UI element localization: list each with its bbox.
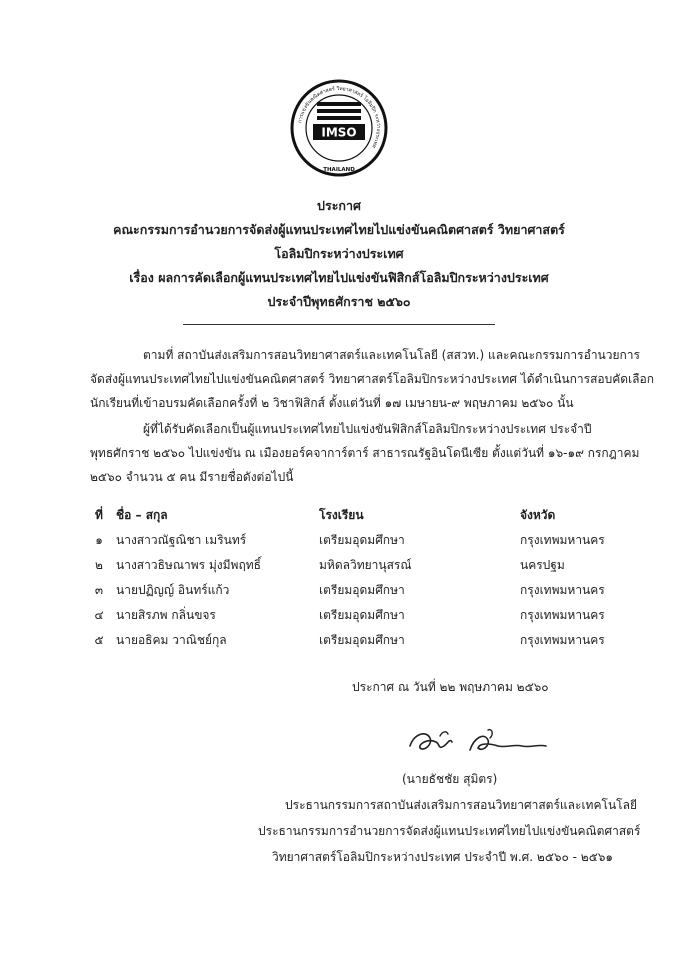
- row-name: นางสาวณัฐณิชา เมรินทร์: [116, 533, 247, 547]
- row-school: เตรียมอุดมศึกษา: [319, 583, 405, 597]
- header-title: ประกาศ: [317, 198, 361, 213]
- imso-logo: [289, 78, 389, 178]
- paragraph-1-line-1: ตามที่ สถาบันส่งเสริมการสอนวิทยาศาสตร์และเทคโนโลยี (สสวท.) และคณะกรรมการอำนวยการ: [143, 348, 640, 362]
- signature: [400, 716, 560, 766]
- paragraph-1-line-3: นักเรียนที่เข้าอบรมคัดเลือกครั้งที่ ๒ วิชาฟิสิกส์ ตั้งแต่วันที่ ๑๗ เมษายน-๙ พฤษภาคม ๒๕๖๐ นั้น: [90, 396, 574, 410]
- header-subject: เรื่อง ผลการคัดเลือกผู้แทนประเทศไทยไปแข่งขันฟิสิกส์โอลิมปิกระหว่างประเทศ: [129, 270, 549, 285]
- signer-title-2: ประธานกรรมการอำนวยการจัดส่งผู้แทนประเทศไทยไปแข่งขันคณิตศาสตร์: [258, 824, 641, 838]
- row-province: นครปฐม: [520, 558, 565, 572]
- col-header-name: ชื่อ – สกุล: [116, 508, 168, 522]
- row-school: เตรียมอุดมศึกษา: [319, 608, 405, 622]
- signer-title-1: ประธานกรรมการสถาบันส่งเสริมการสอนวิทยาศาสตร์และเทคโนโลยี: [285, 798, 637, 812]
- row-no: ๕: [94, 633, 104, 647]
- signer-title-3: วิทยาศาสตร์โอลิมปิกระหว่างประเทศ ประจำปี พ.ศ. ๒๕๖๐ - ๒๕๖๑: [272, 850, 614, 864]
- logo-text: IMSO: [321, 125, 357, 140]
- row-no: ๔: [94, 608, 104, 622]
- row-no: ๑: [95, 533, 103, 547]
- header-committee-cont: โอลิมปิกระหว่างประเทศ: [274, 246, 404, 261]
- col-header-no: ที่: [95, 508, 103, 522]
- paragraph-1-line-2: จัดส่งผู้แทนประเทศไทยไปแข่งขันคณิตศาสตร์ วิทยาศาสตร์โอลิมปิกระหว่างประเทศ ได้ดำเนินการสอบคัดเลือก: [90, 372, 654, 386]
- row-province: กรุงเทพมหานคร: [520, 583, 605, 597]
- row-province: กรุงเทพมหานคร: [520, 633, 605, 647]
- row-no: ๒: [95, 558, 103, 572]
- row-school: เตรียมอุดมศึกษา: [319, 633, 405, 647]
- paragraph-2-line-3: ๒๕๖๐ จำนวน ๕ คน มีรายชื่อดังต่อไปนี้: [90, 470, 294, 484]
- row-school: มหิดลวิทยานุสรณ์: [319, 558, 412, 572]
- row-province: กรุงเทพมหานคร: [520, 533, 605, 547]
- svg-text:การแข่งขันคณิตศาสตร์ วิทยาศาสต: การแข่งขันคณิตศาสตร์ วิทยาศาสตร์ โอลิมปิก ระหว่างประเทศ: [297, 85, 382, 149]
- col-header-province: จังหวัด: [520, 508, 556, 522]
- row-school: เตรียมอุดมศึกษา: [319, 533, 405, 547]
- paragraph-2-line-1: ผู้ที่ได้รับคัดเลือกเป็นผู้แทนประเทศไทยไปแข่งขันฟิสิกส์โอลิมปิกระหว่างประเทศ ประจำปี: [143, 422, 592, 436]
- row-no: ๓: [94, 583, 104, 597]
- announcement-date: ประกาศ ณ วันที่ ๒๒ พฤษภาคม ๒๕๖๐: [352, 680, 549, 694]
- header-divider: [183, 324, 495, 325]
- logo-country: THAILAND: [323, 167, 355, 173]
- header-committee: คณะกรรมการอำนวยการจัดส่งผู้แทนประเทศไทยไปแข่งขันคณิตศาสตร์ วิทยาศาสตร์: [113, 222, 565, 237]
- row-name: นางสาวธิษณาพร มุ่งมีพฤทธิ์: [116, 558, 261, 572]
- paragraph-2-line-2: พุทธศักราช ๒๕๖๐ ไปแข่งขัน ณ เมืองยอร์คจาการ์ตาร์ สาธารณรัฐอินโดนีเซีย ตั้งแต่วันที่ ๑๖-๑๙ กรกฎาคม: [90, 446, 640, 460]
- signer-name: (นายธัชชัย สุมิตร): [402, 772, 498, 786]
- row-province: กรุงเทพมหานคร: [520, 608, 605, 622]
- row-name: นายสิรภพ กลิ่นขจร: [116, 608, 216, 622]
- row-name: นายปฏิญญ์ อินทร์แก้ว: [116, 583, 230, 597]
- signature-icon: [400, 716, 560, 766]
- col-header-school: โรงเรียน: [319, 508, 364, 522]
- imso-seal-icon: [289, 78, 389, 178]
- header-year: ประจำปีพุทธศักราช ๒๕๖๐: [267, 294, 411, 309]
- row-name: นายอธิคม วาณิชย์กุล: [116, 633, 227, 647]
